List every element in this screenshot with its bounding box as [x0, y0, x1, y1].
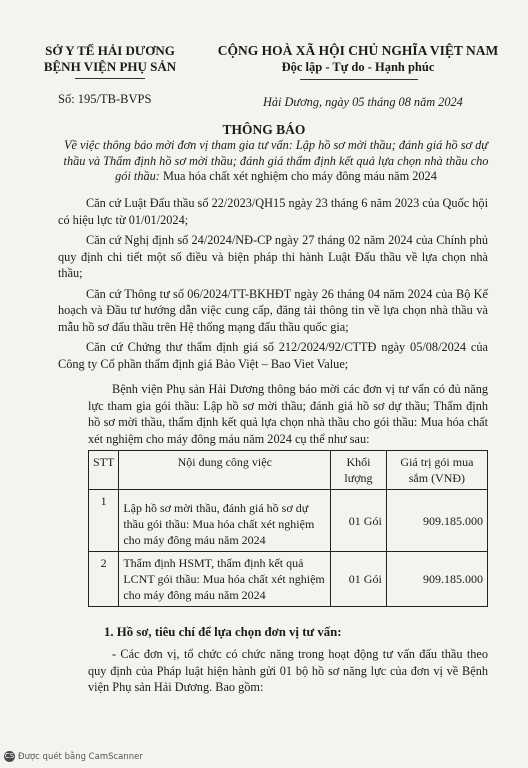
section-body: [88, 646, 488, 696]
header-stt: STT: [89, 451, 119, 490]
table-row: [89, 552, 488, 607]
intro-paragraph: [88, 381, 488, 447]
row-content: Lập hồ sơ mời thầu, đánh giá hồ sơ dự thầu gói thầu: Mua hóa chất xét nghiệm cho máy đông máu năm 2024: [119, 490, 331, 552]
org-underline: [75, 78, 145, 79]
row-stt: 1: [89, 490, 119, 552]
row-value: 909.185.000: [386, 490, 487, 552]
subject-plain: Mua hóa chất xét nghiệm cho máy đông máu năm 2024: [159, 169, 437, 183]
motto: Độc lập - Tự do - Hạnh phúc: [281, 60, 435, 74]
intro-text: Bệnh viện Phụ sản Hải Dương thông báo mời các đơn vị tư vấn có đủ năng lực tham gia gói thầu: Lập hồ sơ mời thầu; đánh giá hồ sơ dự thầu; Thẩm định hồ sơ mời thầu, thẩm định kết quả lựa chọn nhà thầu cho gói thầu: Mua hóa chất xét nghiệm cho máy đông máu năm 2024 cụ thể như sau:: [88, 382, 488, 446]
header-value: Giá trị gói mua sắm (VNĐ): [386, 451, 487, 490]
place-date: Hải Dương, ngày 05 tháng 08 năm 2024: [263, 95, 463, 109]
org-parent: SỞ Y TẾ HẢI DƯƠNG: [45, 43, 175, 58]
table-row: [89, 490, 488, 552]
basis-paragraph: Căn cứ Thông tư số 06/2024/TT-BKHĐT ngày 26 tháng 04 năm 2024 của Bộ Kế hoạch và Đầu tư hướng dẫn việc cung cấp, đăng tải thông tin về lựa chọn nhà thầu và mẫu hồ sơ đấu thầu trên Hệ thống mạng đấu thầu quốc gia;: [58, 286, 488, 334]
legal-bases: [58, 195, 488, 376]
table-header-row: [89, 451, 488, 490]
basis-paragraph: Căn cứ Nghị định số 24/2024/NĐ-CP ngày 27 tháng 02 năm 2024 của Chính phủ quy định chi tiết một số điều và biện pháp thi hành Luật Đấu thầu về lựa chọn nhà thầu;: [58, 233, 488, 280]
work-table: [88, 450, 488, 607]
row-quantity: 01 Gói: [331, 490, 387, 552]
doc-subject: [60, 138, 492, 185]
row-stt: 2: [89, 552, 119, 607]
section-text: - Các đơn vị, tổ chức có chức năng trong hoạt động tư vấn đấu thầu theo quy định của Pháp luật hiện hành gửi 01 bộ hồ sơ năng lực của đơn vị về Bệnh viện Phụ sản Hải Dương. Bao gồm:: [88, 647, 488, 694]
row-value: 909.185.000: [386, 552, 487, 607]
nation-title: CỘNG HOÀ XÃ HỘI CHỦ NGHĨA VIỆT NAM: [217, 43, 499, 58]
subject-italic: Về việc thông báo mời đơn vị tham gia tư vấn: Lập hồ sơ mời thầu; đánh giá hồ sơ dự thầu và Thẩm định hồ sơ mời thầu; đánh giá thẩm định kết quả lựa chọn nhà thầu cho gói thầu:: [63, 138, 489, 183]
row-content: Thẩm định HSMT, thẩm định kết quả LCNT gói thầu: Mua hóa chất xét nghiệm cho máy đông máu năm 2024: [119, 552, 331, 607]
doc-number: Số: 195/TB-BVPS: [58, 92, 152, 106]
camscanner-logo-icon: CS: [4, 752, 15, 760]
doc-title: THÔNG BÁO: [222, 122, 306, 137]
header-content: Nội dung công việc: [119, 451, 331, 490]
org-name: BỆNH VIỆN PHỤ SẢN: [43, 59, 177, 74]
section-heading: 1. Hồ sơ, tiêu chí để lựa chọn đơn vị tư vấn:: [104, 625, 342, 639]
basis-paragraph: Căn cứ Luật Đấu thầu số 22/2023/QH15 ngày 23 tháng 6 năm 2023 của Quốc hội có hiệu lực từ 01/01/2024;: [58, 196, 488, 227]
scanner-caption: Được quét bằng CamScanner: [18, 752, 143, 762]
motto-underline: [300, 79, 418, 80]
header-quantity: Khối lượng: [331, 451, 387, 490]
row-quantity: 01 Gói: [331, 552, 387, 607]
basis-paragraph: Căn cứ Chứng thư thẩm định giá số 212/2024/92/CTTĐ ngày 05/08/2024 của Công ty Cổ phần thẩm định giá Bảo Việt – Bao Viet Value;: [58, 340, 488, 371]
